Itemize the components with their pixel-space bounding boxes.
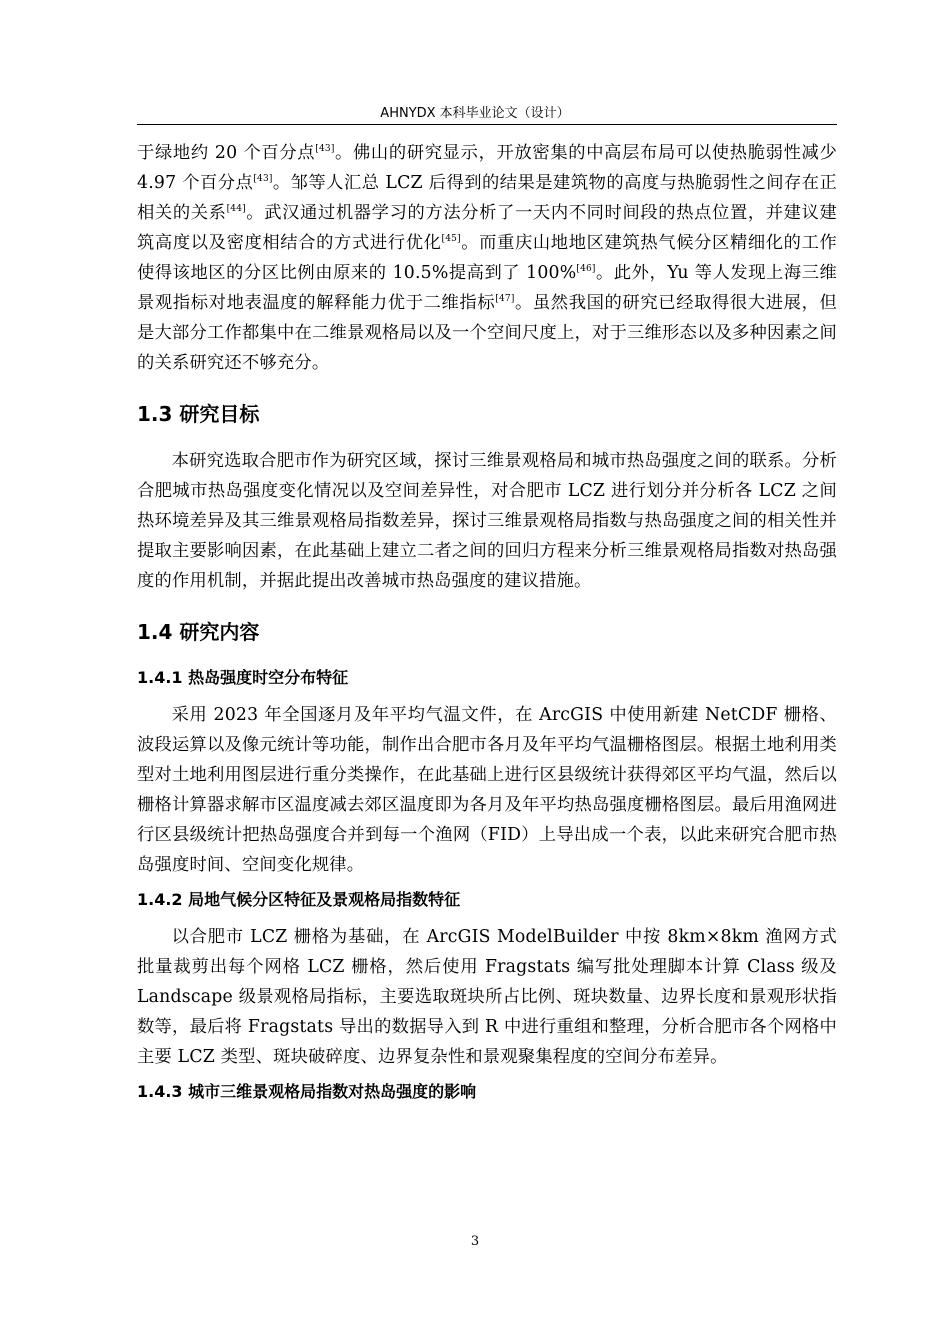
- citation: [43]: [253, 174, 273, 185]
- paragraph-uhi-distribution: 采用 2023 年全国逐月及年平均气温文件，在 ArcGIS 中使用新建 NetCDF 栅格、波段运算以及像元统计等功能，制作出合肥市各月及年平均气温栅格图层。根据土地利用类型对土地利用图层进行重分类操作，在此基础上进行区县级统计获得郊区平均气温，然后以栅格计算器求解市区温度减去郊区温度即为各月及年平均热岛强度栅格图层。最后用渔网进行区县级统计把热岛强度合并到每一个渔网（FID）上导出成一个表，以此来研究合肥市热岛强度时间、空间变化规律。: [137, 705, 837, 875]
- paragraph-lcz-landscape: 以合肥市 LCZ 栅格为基础，在 ArcGIS ModelBuilder 中按 8km×8km 渔网方式批量裁剪出每个网格 LCZ 栅格，然后使用 Fragstats 编写批处理脚本计算 Class 级及 Landscape 级景观格局指标，主要选取斑块所占比例、斑块数量、边界长度和景观形状指数等，最后将 Fragstats 导出的数据导入到 R 中进行重组和整理，分析合肥市各个网格中主要 LCZ 类型、斑块破碎度、边界复杂性和景观聚集程度的空间分布差异。: [137, 927, 837, 1067]
- text-span: 。佛山的研究显示，开放密集的中高层布局可以使热脆弱性减少 4.97 个百分点: [137, 143, 837, 193]
- subsection-heading-1-4-2: 1.4.2 局地气候分区特征及景观格局指数特征: [137, 890, 461, 909]
- citation: [43]: [315, 144, 335, 155]
- text-span: 于绿地约 20 个百分点: [137, 143, 316, 163]
- citation: [46]: [576, 264, 596, 275]
- header-rule: [137, 124, 837, 125]
- citation: [45]: [441, 234, 461, 245]
- citation: [44]: [226, 204, 246, 215]
- subsection-heading-1-4-1: 1.4.1 热岛强度时空分布特征: [137, 668, 349, 687]
- running-header: AHNYDX 本科毕业论文（设计）: [380, 106, 570, 121]
- text-span: 。此外，Yu 等人发现上海三维景观指标对地表温度的解释能力优于二维指标: [137, 263, 838, 313]
- paragraph-research-objectives: 本研究选取合肥市作为研究区域，探讨三维景观格局和城市热岛强度之间的联系。分析合肥城市热岛强度变化情况以及空间差异性，对合肥市 LCZ 进行划分并分析各 LCZ 之间热环境差异及其三维景观格局指数差异，探讨三维景观格局指数与热岛强度之间的相关性并提取主要影响因素，在此基础上建立二者之间的回归方程来分析三维景观格局指数对热岛强度的作用机制，并据此提出改善城市热岛强度的建议措施。: [137, 451, 837, 591]
- paragraph-continued: [137, 138, 837, 378]
- text-span: 。虽然我国的研究已经取得很大进展，但是大部分工作都集中在二维景观格局以及一个空间尺度上，对于三维形态以及多种因素之间的关系研究还不够充分。: [137, 293, 837, 373]
- text-span: 。邹等人汇总 LCZ 后得到的结果是建筑物的高度与热脆弱性之间存在正相关的关系: [137, 173, 837, 223]
- section-heading-1-4: 1.4 研究内容: [137, 620, 260, 644]
- page-body: [137, 138, 837, 1104]
- subsection-heading-1-4-3: 1.4.3 城市三维景观格局指数对热岛强度的影响: [137, 1082, 477, 1101]
- text-span: 。而重庆山地地区建筑热气候分区精细化的工作使得该地区的分区比例由原来的 10.5%提高到了 100%: [137, 233, 837, 283]
- page-number: 3: [470, 1234, 480, 1249]
- section-heading-1-3: 1.3 研究目标: [137, 402, 260, 426]
- text-span: 。武汉通过机器学习的方法分析了一天内不同时间段的热点位置，并建议建筑高度以及密度相结合的方式进行优化: [137, 203, 837, 253]
- citation: [47]: [495, 294, 515, 305]
